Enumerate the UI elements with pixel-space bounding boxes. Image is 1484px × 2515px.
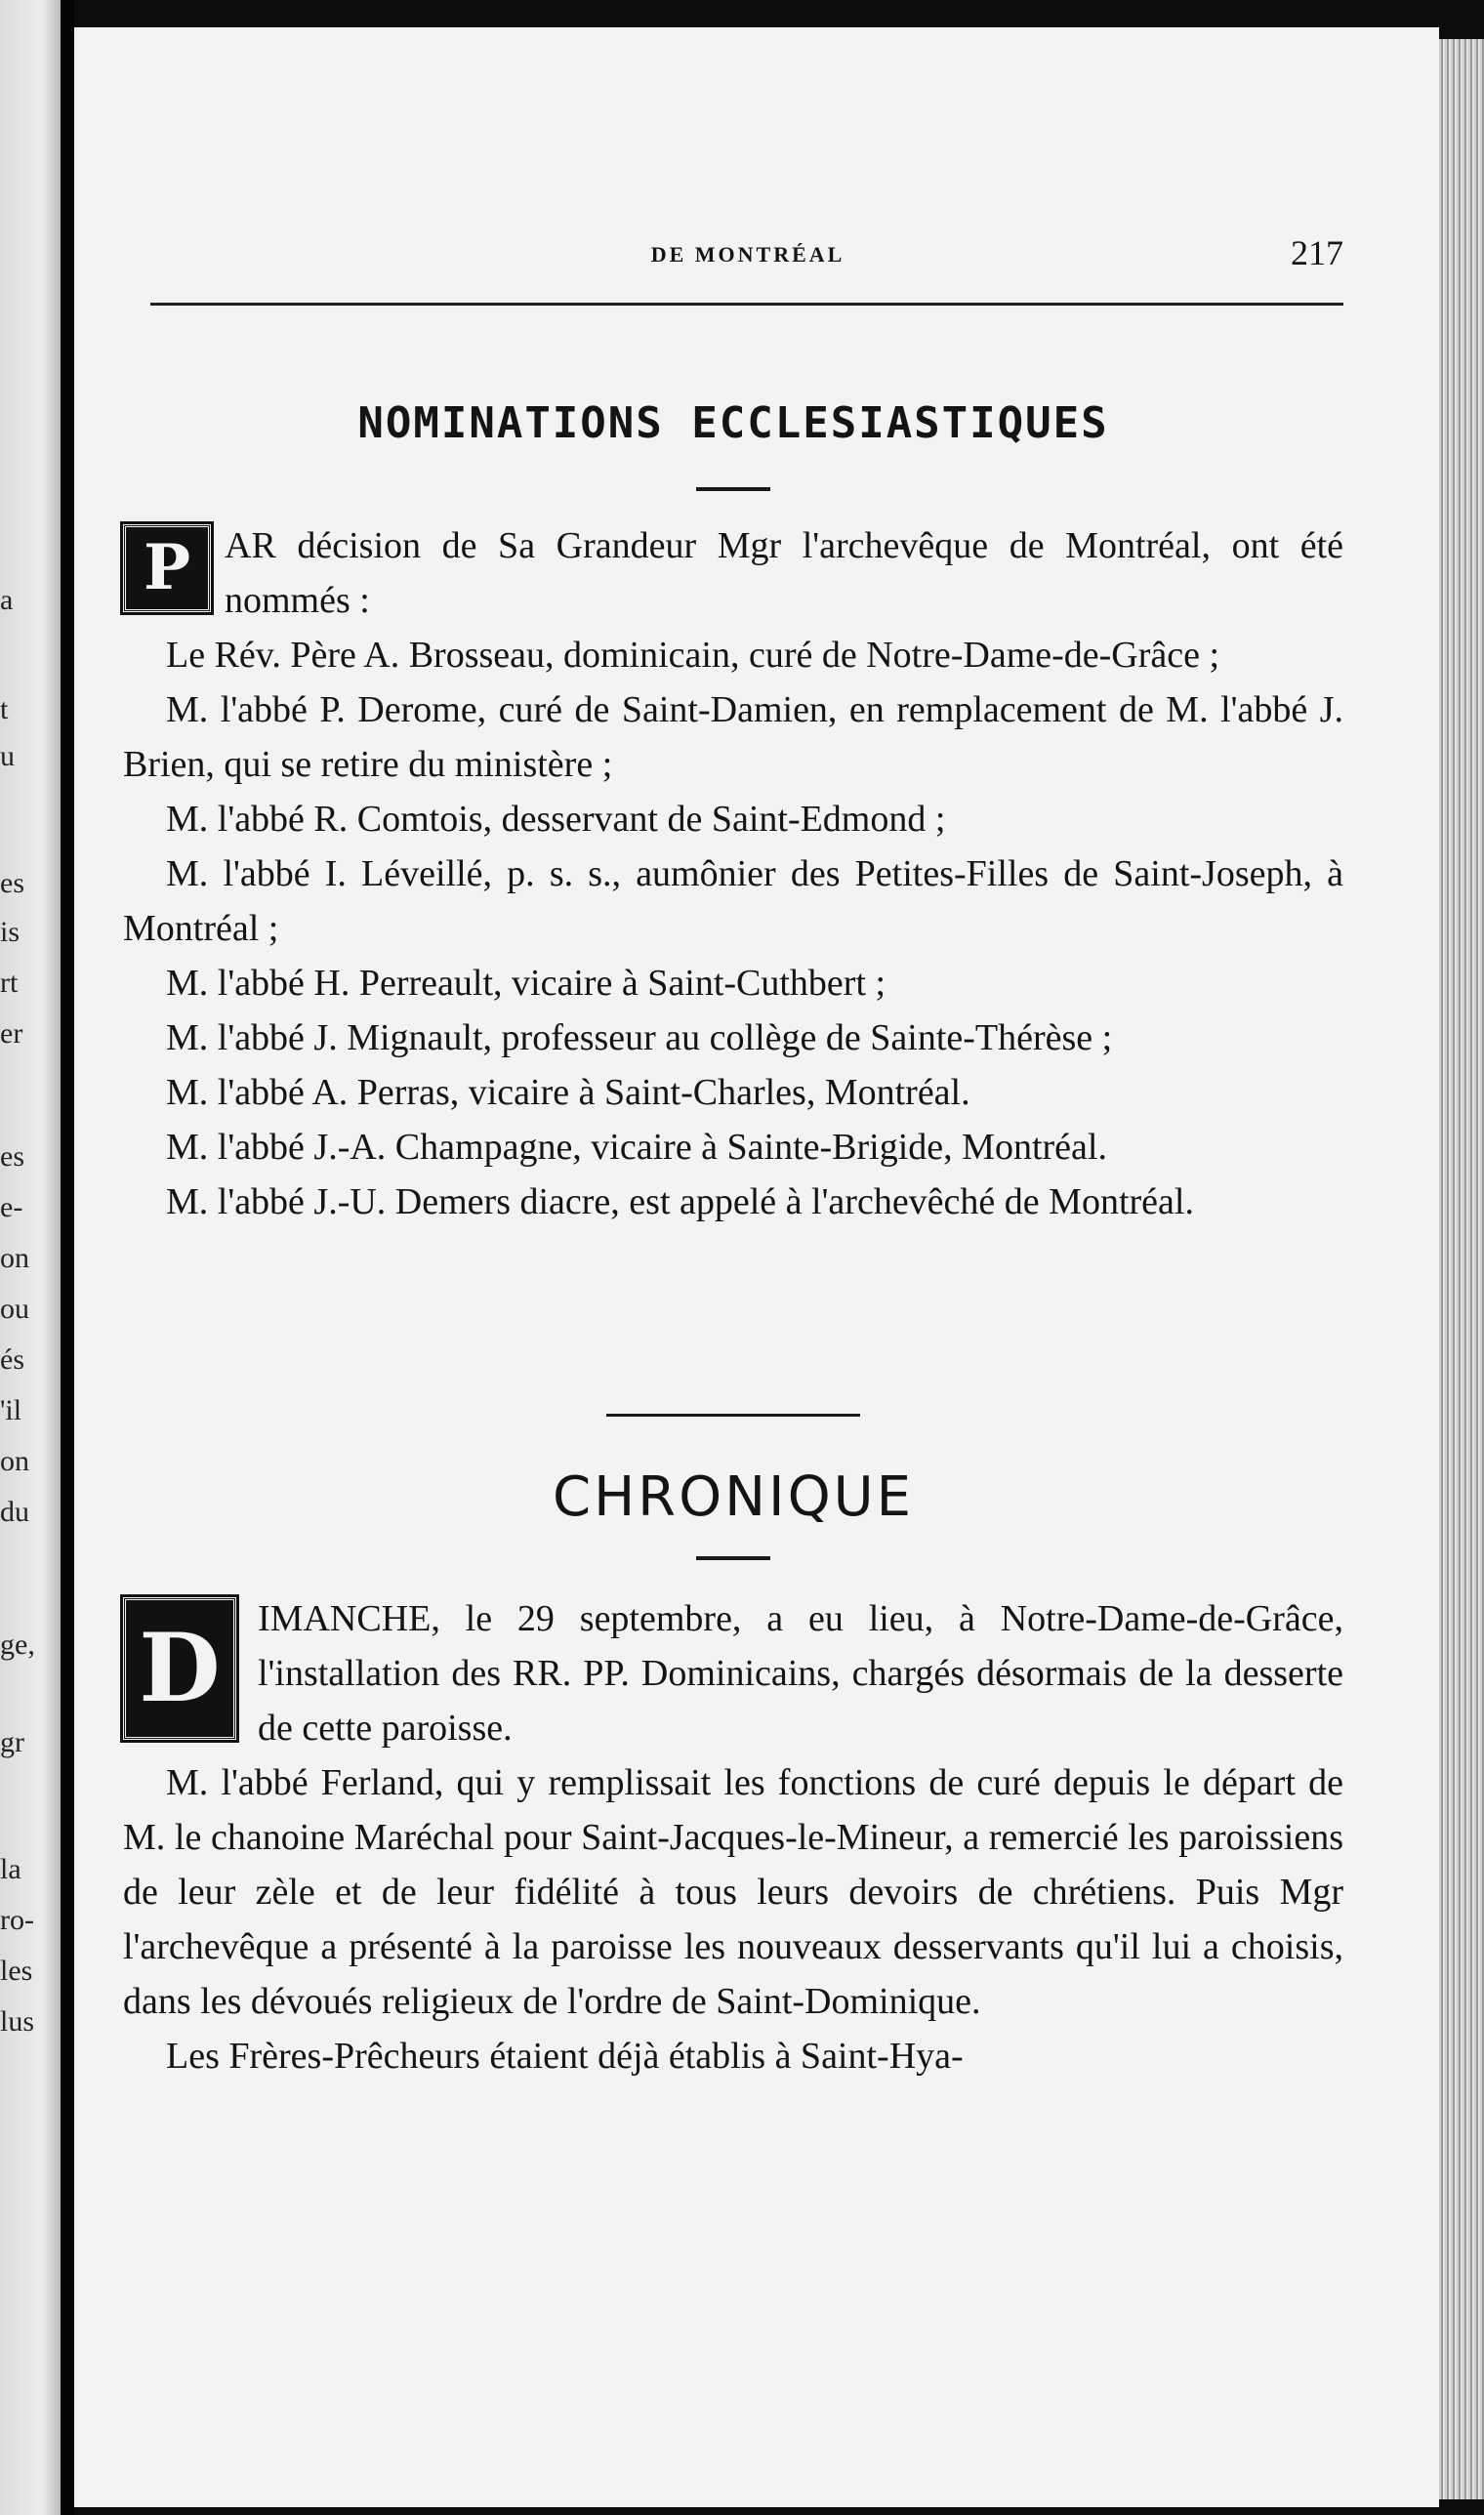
chronique-section (123, 1414, 1343, 2083)
facing-page-fragment: e- (0, 1191, 23, 1223)
chronique-paragraph: Les Frères-Prêcheurs étaient déjà établis à Saint-Hya- (166, 2036, 964, 2077)
drop-cap-letter: P (123, 524, 211, 612)
nomination-item: M. l'abbé P. Derome, curé de Saint-Damien, en remplacement de M. l'abbé J. Brien, qui se retire du ministère ; (123, 689, 1343, 785)
facing-page-fragment: es (0, 1140, 24, 1173)
chronique-paragraph (123, 1591, 1343, 1755)
nomination-item: M. l'abbé A. Perras, vicaire à Saint-Charles, Montréal. (166, 1072, 970, 1113)
nomination-item: M. l'abbé R. Comtois, desservant de Saint-Edmond ; (166, 799, 946, 840)
intro-text: AR décision de Sa Grandeur Mgr l'archevêque de Montréal, ont été nommés : (225, 525, 1343, 621)
nominations-section (123, 398, 1343, 1229)
facing-page-fragment: a (0, 584, 14, 616)
facing-page-fragment: rt (0, 967, 19, 999)
facing-page-edge (0, 0, 61, 2515)
drop-cap-letter: D (123, 1597, 236, 1740)
facing-page-fragment: er (0, 1017, 23, 1050)
page-header (152, 232, 1343, 281)
nominations-intro (123, 518, 1343, 628)
facing-page-fragment: u (0, 740, 15, 772)
title-rule (696, 487, 770, 491)
facing-page-fragment: la (0, 1853, 21, 1885)
facing-page-fragment: les (0, 1955, 33, 1987)
header-rule (150, 303, 1343, 306)
paragraph-text: IMANCHE, le 29 septembre, a eu lieu, à Notre-Dame-de-Grâce, l'installation des RR. PP. Dominicains, chargés désormais de la desserte de cette paroisse. (258, 1598, 1343, 1749)
chronique-paragraph: M. l'abbé Ferland, qui y remplissait les fonctions de curé depuis le départ de M. le chanoine Maréchal pour Saint-Jacques-le-Mineur, a remercié les paroissiens de leur zèle et de leur fidélité à tous leurs devoirs de chrétiens. Puis Mgr l'archevêque a présenté à la paroisse les nouveaux desservants qu'il lui a choisis, dans les dévoués religieux de l'ordre de Saint-Dominique. (123, 1762, 1343, 2022)
facing-page-fragment: t (0, 693, 9, 725)
title-rule (696, 1556, 770, 1560)
section-title-nominations: NOMINATIONS ECCLESIASTIQUES (357, 398, 1109, 448)
nomination-item: M. l'abbé I. Léveillé, p. s. s., aumônier des Petites-Filles de Saint-Joseph, à Montréal ; (123, 853, 1343, 949)
book-page (74, 27, 1439, 2507)
nomination-item: M. l'abbé J. Mignault, professeur au collège de Sainte-Thérèse ; (166, 1017, 1113, 1058)
page-number: 217 (1291, 233, 1343, 272)
nomination-item: M. l'abbé J.-A. Champagne, vicaire à Sainte-Brigide, Montréal. (166, 1127, 1107, 1168)
facing-page-fragment: es (0, 867, 24, 899)
section-title-chronique: CHRONIQUE (552, 1465, 915, 1529)
nomination-item: M. l'abbé H. Perreault, vicaire à Saint-Cuthbert ; (166, 963, 886, 1004)
facing-page-fragment: du (0, 1496, 29, 1528)
facing-page-fragment: ge, (0, 1629, 35, 1661)
facing-page-fragment: gr (0, 1726, 24, 1758)
facing-page-fragment: 'il (0, 1394, 22, 1426)
facing-page-fragment: on (0, 1242, 29, 1274)
page-stack-edge (1439, 39, 1484, 2499)
nomination-item: M. l'abbé J.-U. Demers diacre, est appelé à l'archevêché de Montréal. (166, 1181, 1194, 1222)
facing-page-fragment: is (0, 916, 21, 948)
nomination-item: Le Rév. Père A. Brosseau, dominicain, curé de Notre-Dame-de-Grâce ; (166, 635, 1220, 676)
book-gutter (61, 0, 74, 2515)
facing-page-fragment: ro- (0, 1904, 34, 1936)
facing-page-fragment: és (0, 1343, 24, 1376)
section-separator-rule (606, 1414, 860, 1417)
facing-page-fragment: ou (0, 1293, 29, 1325)
running-title: DE MONTRÉAL (650, 242, 845, 267)
facing-page-fragment: on (0, 1445, 29, 1477)
facing-page-fragment: lus (0, 2005, 35, 2038)
